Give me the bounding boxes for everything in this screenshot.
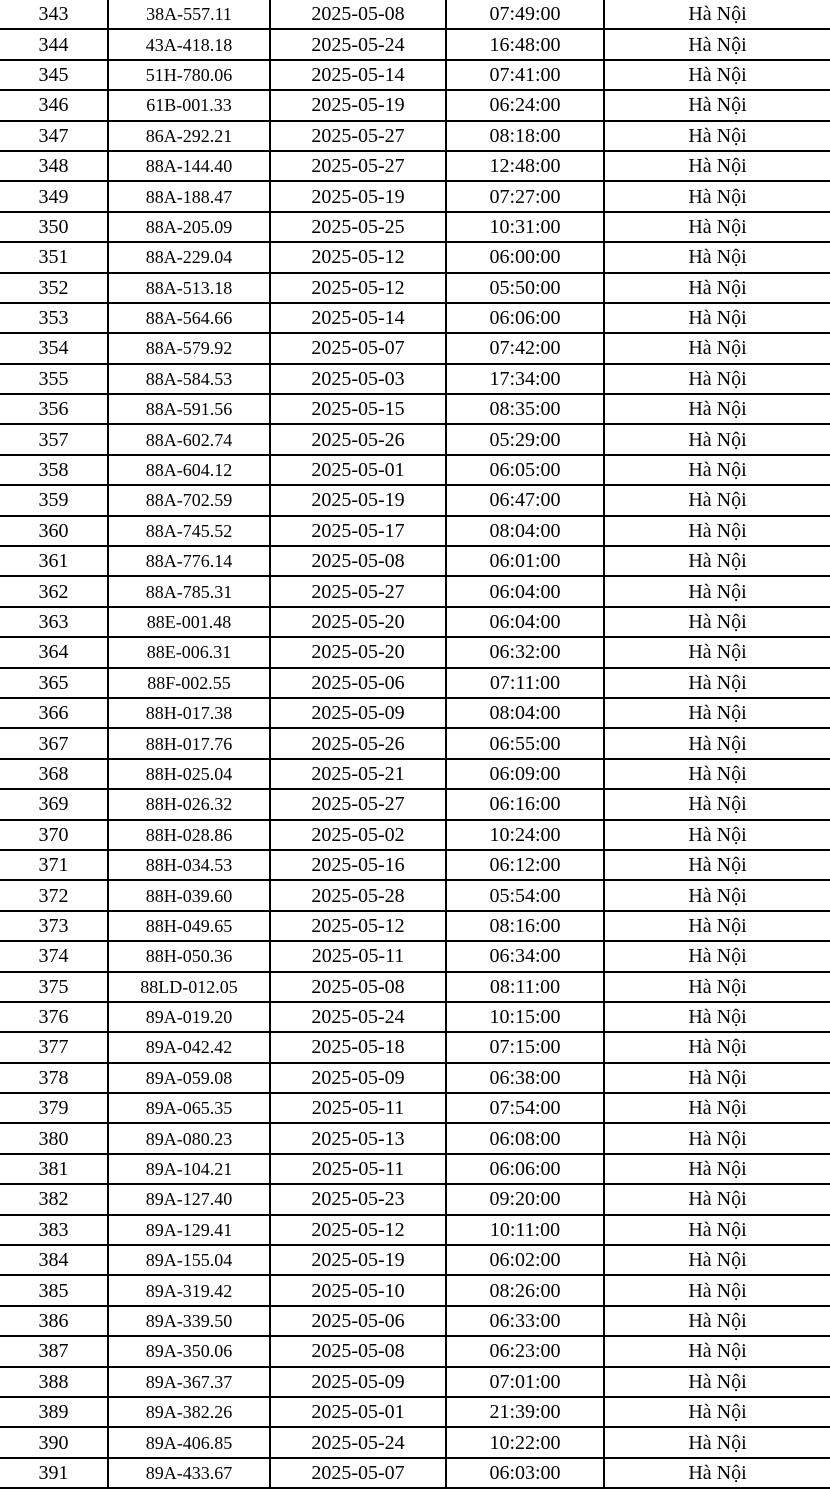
license-plate-cell: 89A-104.21 xyxy=(108,1154,270,1184)
table-row xyxy=(0,212,830,242)
license-plate-cell: 89A-042.42 xyxy=(108,1032,270,1062)
time-cell: 08:11:00 xyxy=(446,972,604,1002)
table-row xyxy=(0,0,830,29)
location-cell: Hà Nội xyxy=(604,850,830,880)
row-number-cell: 376 xyxy=(0,1002,108,1032)
row-number-cell: 387 xyxy=(0,1336,108,1366)
date-cell: 2025-05-14 xyxy=(270,303,446,333)
date-cell: 2025-05-07 xyxy=(270,333,446,363)
row-number-cell: 352 xyxy=(0,273,108,303)
location-cell: Hà Nội xyxy=(604,303,830,333)
location-cell: Hà Nội xyxy=(604,880,830,910)
license-plate-cell: 89A-350.06 xyxy=(108,1336,270,1366)
location-cell: Hà Nội xyxy=(604,212,830,242)
table-row xyxy=(0,394,830,424)
date-cell: 2025-05-15 xyxy=(270,394,446,424)
location-cell: Hà Nội xyxy=(604,1215,830,1245)
row-number-cell: 371 xyxy=(0,850,108,880)
date-cell: 2025-05-08 xyxy=(270,546,446,576)
location-cell: Hà Nội xyxy=(604,242,830,272)
row-number-cell: 378 xyxy=(0,1063,108,1093)
row-number-cell: 381 xyxy=(0,1154,108,1184)
location-cell: Hà Nội xyxy=(604,121,830,151)
license-plate-cell: 89A-319.42 xyxy=(108,1275,270,1305)
license-plate-cell: 88A-205.09 xyxy=(108,212,270,242)
location-cell: Hà Nội xyxy=(604,485,830,515)
table-row xyxy=(0,1032,830,1062)
license-plate-cell: 88A-785.31 xyxy=(108,576,270,606)
table-row xyxy=(0,1336,830,1366)
license-plate-cell: 89A-367.37 xyxy=(108,1367,270,1397)
row-number-cell: 358 xyxy=(0,455,108,485)
table-row xyxy=(0,1427,830,1457)
date-cell: 2025-05-09 xyxy=(270,698,446,728)
date-cell: 2025-05-01 xyxy=(270,1397,446,1427)
table-row xyxy=(0,972,830,1002)
row-number-cell: 351 xyxy=(0,242,108,272)
license-plate-cell: 89A-339.50 xyxy=(108,1306,270,1336)
table-row xyxy=(0,273,830,303)
time-cell: 06:33:00 xyxy=(446,1306,604,1336)
table-row xyxy=(0,1458,830,1488)
table-row xyxy=(0,698,830,728)
time-cell: 06:01:00 xyxy=(446,546,604,576)
location-cell: Hà Nội xyxy=(604,668,830,698)
table-row xyxy=(0,1245,830,1275)
time-cell: 08:18:00 xyxy=(446,121,604,151)
table-row xyxy=(0,1123,830,1153)
time-cell: 06:55:00 xyxy=(446,728,604,758)
time-cell: 17:34:00 xyxy=(446,364,604,394)
license-plate-cell: 88H-017.38 xyxy=(108,698,270,728)
location-cell: Hà Nội xyxy=(604,1123,830,1153)
row-number-cell: 389 xyxy=(0,1397,108,1427)
time-cell: 10:15:00 xyxy=(446,1002,604,1032)
location-cell: Hà Nội xyxy=(604,273,830,303)
row-number-cell: 347 xyxy=(0,121,108,151)
table-row xyxy=(0,607,830,637)
row-number-cell: 370 xyxy=(0,820,108,850)
row-number-cell: 384 xyxy=(0,1245,108,1275)
date-cell: 2025-05-24 xyxy=(270,1002,446,1032)
table-row xyxy=(0,242,830,272)
row-number-cell: 355 xyxy=(0,364,108,394)
time-cell: 07:01:00 xyxy=(446,1367,604,1397)
time-cell: 06:12:00 xyxy=(446,850,604,880)
time-cell: 07:11:00 xyxy=(446,668,604,698)
license-plate-cell: 88E-006.31 xyxy=(108,637,270,667)
table-row xyxy=(0,181,830,211)
date-cell: 2025-05-08 xyxy=(270,972,446,1002)
date-cell: 2025-05-27 xyxy=(270,576,446,606)
time-cell: 07:15:00 xyxy=(446,1032,604,1062)
time-cell: 06:34:00 xyxy=(446,941,604,971)
row-number-cell: 349 xyxy=(0,181,108,211)
time-cell: 06:16:00 xyxy=(446,789,604,819)
date-cell: 2025-05-11 xyxy=(270,1093,446,1123)
location-cell: Hà Nội xyxy=(604,60,830,90)
time-cell: 10:11:00 xyxy=(446,1215,604,1245)
time-cell: 06:47:00 xyxy=(446,485,604,515)
table-row xyxy=(0,637,830,667)
time-cell: 07:49:00 xyxy=(446,0,604,29)
date-cell: 2025-05-19 xyxy=(270,1245,446,1275)
row-number-cell: 379 xyxy=(0,1093,108,1123)
row-number-cell: 366 xyxy=(0,698,108,728)
time-cell: 10:31:00 xyxy=(446,212,604,242)
time-cell: 06:06:00 xyxy=(446,303,604,333)
location-cell: Hà Nội xyxy=(604,972,830,1002)
license-plate-cell: 89A-433.67 xyxy=(108,1458,270,1488)
date-cell: 2025-05-27 xyxy=(270,789,446,819)
row-number-cell: 344 xyxy=(0,29,108,59)
location-cell: Hà Nội xyxy=(604,1184,830,1214)
location-cell: Hà Nội xyxy=(604,90,830,120)
license-plate-cell: 88A-604.12 xyxy=(108,455,270,485)
table-row xyxy=(0,1184,830,1214)
location-cell: Hà Nội xyxy=(604,1002,830,1032)
location-cell: Hà Nội xyxy=(604,698,830,728)
row-number-cell: 365 xyxy=(0,668,108,698)
table-row xyxy=(0,1093,830,1123)
time-cell: 05:50:00 xyxy=(446,273,604,303)
license-plate-cell: 88H-025.04 xyxy=(108,759,270,789)
table-row xyxy=(0,424,830,454)
table-row xyxy=(0,364,830,394)
location-cell: Hà Nội xyxy=(604,607,830,637)
row-number-cell: 357 xyxy=(0,424,108,454)
date-cell: 2025-05-19 xyxy=(270,90,446,120)
date-cell: 2025-05-07 xyxy=(270,1458,446,1488)
table-row xyxy=(0,911,830,941)
row-number-cell: 383 xyxy=(0,1215,108,1245)
license-plate-cell: 61B-001.33 xyxy=(108,90,270,120)
time-cell: 06:38:00 xyxy=(446,1063,604,1093)
location-cell: Hà Nội xyxy=(604,364,830,394)
date-cell: 2025-05-20 xyxy=(270,637,446,667)
location-cell: Hà Nội xyxy=(604,1306,830,1336)
time-cell: 06:08:00 xyxy=(446,1123,604,1153)
location-cell: Hà Nội xyxy=(604,455,830,485)
time-cell: 06:02:00 xyxy=(446,1245,604,1275)
location-cell: Hà Nội xyxy=(604,759,830,789)
row-number-cell: 353 xyxy=(0,303,108,333)
license-plate-cell: 38A-557.11 xyxy=(108,0,270,29)
date-cell: 2025-05-12 xyxy=(270,911,446,941)
time-cell: 06:04:00 xyxy=(446,607,604,637)
license-plate-cell: 88H-026.32 xyxy=(108,789,270,819)
license-plate-cell: 88A-584.53 xyxy=(108,364,270,394)
location-cell: Hà Nội xyxy=(604,789,830,819)
table-row xyxy=(0,759,830,789)
date-cell: 2025-05-23 xyxy=(270,1184,446,1214)
location-cell: Hà Nội xyxy=(604,941,830,971)
time-cell: 08:26:00 xyxy=(446,1275,604,1305)
date-cell: 2025-05-19 xyxy=(270,485,446,515)
license-plate-cell: 89A-129.41 xyxy=(108,1215,270,1245)
time-cell: 10:22:00 xyxy=(446,1427,604,1457)
location-cell: Hà Nội xyxy=(604,637,830,667)
date-cell: 2025-05-06 xyxy=(270,1306,446,1336)
time-cell: 07:42:00 xyxy=(446,333,604,363)
row-number-cell: 382 xyxy=(0,1184,108,1214)
location-cell: Hà Nội xyxy=(604,1336,830,1366)
row-number-cell: 385 xyxy=(0,1275,108,1305)
time-cell: 06:32:00 xyxy=(446,637,604,667)
license-plate-cell: 88A-144.40 xyxy=(108,151,270,181)
date-cell: 2025-05-27 xyxy=(270,121,446,151)
table-row xyxy=(0,151,830,181)
time-cell: 06:04:00 xyxy=(446,576,604,606)
row-number-cell: 391 xyxy=(0,1458,108,1488)
row-number-cell: 356 xyxy=(0,394,108,424)
time-cell: 10:24:00 xyxy=(446,820,604,850)
license-plate-cell: 88A-776.14 xyxy=(108,546,270,576)
date-cell: 2025-05-10 xyxy=(270,1275,446,1305)
date-cell: 2025-05-12 xyxy=(270,273,446,303)
table-row xyxy=(0,789,830,819)
time-cell: 05:29:00 xyxy=(446,424,604,454)
time-cell: 06:06:00 xyxy=(446,1154,604,1184)
license-plate-cell: 88H-034.53 xyxy=(108,850,270,880)
time-cell: 06:05:00 xyxy=(446,455,604,485)
license-plate-cell: 88E-001.48 xyxy=(108,607,270,637)
license-plate-cell: 88H-028.86 xyxy=(108,820,270,850)
location-cell: Hà Nội xyxy=(604,1245,830,1275)
row-number-cell: 374 xyxy=(0,941,108,971)
license-plate-cell: 89A-080.23 xyxy=(108,1123,270,1153)
location-cell: Hà Nội xyxy=(604,0,830,29)
row-number-cell: 369 xyxy=(0,789,108,819)
table-row xyxy=(0,1397,830,1427)
location-cell: Hà Nội xyxy=(604,333,830,363)
time-cell: 08:16:00 xyxy=(446,911,604,941)
location-cell: Hà Nội xyxy=(604,546,830,576)
license-plate-cell: 88A-229.04 xyxy=(108,242,270,272)
table-row xyxy=(0,1154,830,1184)
row-number-cell: 354 xyxy=(0,333,108,363)
row-number-cell: 390 xyxy=(0,1427,108,1457)
license-plate-cell: 88H-050.36 xyxy=(108,941,270,971)
row-number-cell: 363 xyxy=(0,607,108,637)
location-cell: Hà Nội xyxy=(604,911,830,941)
date-cell: 2025-05-21 xyxy=(270,759,446,789)
row-number-cell: 348 xyxy=(0,151,108,181)
table-row xyxy=(0,29,830,59)
license-plate-cell: 88A-702.59 xyxy=(108,485,270,515)
table-row xyxy=(0,121,830,151)
date-cell: 2025-05-20 xyxy=(270,607,446,637)
license-plate-cell: 88A-591.56 xyxy=(108,394,270,424)
time-cell: 06:24:00 xyxy=(446,90,604,120)
row-number-cell: 372 xyxy=(0,880,108,910)
row-number-cell: 367 xyxy=(0,728,108,758)
time-cell: 05:54:00 xyxy=(446,880,604,910)
row-number-cell: 346 xyxy=(0,90,108,120)
table-row xyxy=(0,668,830,698)
license-plate-cell: 88A-579.92 xyxy=(108,333,270,363)
date-cell: 2025-05-27 xyxy=(270,151,446,181)
time-cell: 21:39:00 xyxy=(446,1397,604,1427)
location-cell: Hà Nội xyxy=(604,1093,830,1123)
date-cell: 2025-05-11 xyxy=(270,941,446,971)
time-cell: 06:23:00 xyxy=(446,1336,604,1366)
location-cell: Hà Nội xyxy=(604,1063,830,1093)
table-row xyxy=(0,485,830,515)
license-plate-cell: 88A-513.18 xyxy=(108,273,270,303)
date-cell: 2025-05-12 xyxy=(270,1215,446,1245)
location-cell: Hà Nội xyxy=(604,1367,830,1397)
date-cell: 2025-05-25 xyxy=(270,212,446,242)
time-cell: 07:41:00 xyxy=(446,60,604,90)
date-cell: 2025-05-09 xyxy=(270,1063,446,1093)
time-cell: 07:54:00 xyxy=(446,1093,604,1123)
row-number-cell: 380 xyxy=(0,1123,108,1153)
time-cell: 08:04:00 xyxy=(446,698,604,728)
row-number-cell: 343 xyxy=(0,0,108,29)
date-cell: 2025-05-08 xyxy=(270,1336,446,1366)
row-number-cell: 364 xyxy=(0,637,108,667)
table-row xyxy=(0,941,830,971)
time-cell: 06:03:00 xyxy=(446,1458,604,1488)
table-row xyxy=(0,90,830,120)
location-cell: Hà Nội xyxy=(604,820,830,850)
location-cell: Hà Nội xyxy=(604,424,830,454)
row-number-cell: 345 xyxy=(0,60,108,90)
table-row xyxy=(0,880,830,910)
date-cell: 2025-05-09 xyxy=(270,1367,446,1397)
date-cell: 2025-05-18 xyxy=(270,1032,446,1062)
table-row xyxy=(0,1215,830,1245)
date-cell: 2025-05-26 xyxy=(270,424,446,454)
row-number-cell: 362 xyxy=(0,576,108,606)
date-cell: 2025-05-24 xyxy=(270,1427,446,1457)
location-cell: Hà Nội xyxy=(604,516,830,546)
license-plate-cell: 88A-745.52 xyxy=(108,516,270,546)
row-number-cell: 388 xyxy=(0,1367,108,1397)
row-number-cell: 350 xyxy=(0,212,108,242)
date-cell: 2025-05-14 xyxy=(270,60,446,90)
date-cell: 2025-05-12 xyxy=(270,242,446,272)
row-number-cell: 359 xyxy=(0,485,108,515)
date-cell: 2025-05-13 xyxy=(270,1123,446,1153)
license-plate-cell: 88H-049.65 xyxy=(108,911,270,941)
location-cell: Hà Nội xyxy=(604,1427,830,1457)
license-plate-cell: 89A-406.85 xyxy=(108,1427,270,1457)
time-cell: 07:27:00 xyxy=(446,181,604,211)
table-row xyxy=(0,1063,830,1093)
license-plate-cell: 89A-155.04 xyxy=(108,1245,270,1275)
table-row xyxy=(0,1367,830,1397)
location-cell: Hà Nội xyxy=(604,1032,830,1062)
table-row xyxy=(0,60,830,90)
table-row xyxy=(0,455,830,485)
license-plate-cell: 88A-602.74 xyxy=(108,424,270,454)
row-number-cell: 386 xyxy=(0,1306,108,1336)
date-cell: 2025-05-16 xyxy=(270,850,446,880)
time-cell: 16:48:00 xyxy=(446,29,604,59)
license-plate-cell: 89A-382.26 xyxy=(108,1397,270,1427)
date-cell: 2025-05-06 xyxy=(270,668,446,698)
date-cell: 2025-05-03 xyxy=(270,364,446,394)
date-cell: 2025-05-01 xyxy=(270,455,446,485)
license-plate-cell: 88A-188.47 xyxy=(108,181,270,211)
license-plate-cell: 43A-418.18 xyxy=(108,29,270,59)
location-cell: Hà Nội xyxy=(604,394,830,424)
row-number-cell: 375 xyxy=(0,972,108,1002)
table-row xyxy=(0,576,830,606)
table-row xyxy=(0,820,830,850)
license-plate-cell: 51H-780.06 xyxy=(108,60,270,90)
location-cell: Hà Nội xyxy=(604,576,830,606)
table-row xyxy=(0,850,830,880)
time-cell: 06:00:00 xyxy=(446,242,604,272)
license-plate-cell: 88F-002.55 xyxy=(108,668,270,698)
date-cell: 2025-05-17 xyxy=(270,516,446,546)
license-plate-cell: 88A-564.66 xyxy=(108,303,270,333)
date-cell: 2025-05-24 xyxy=(270,29,446,59)
date-cell: 2025-05-26 xyxy=(270,728,446,758)
date-cell: 2025-05-08 xyxy=(270,0,446,29)
location-cell: Hà Nội xyxy=(604,1275,830,1305)
date-cell: 2025-05-11 xyxy=(270,1154,446,1184)
row-number-cell: 373 xyxy=(0,911,108,941)
time-cell: 06:09:00 xyxy=(446,759,604,789)
table-row xyxy=(0,1002,830,1032)
row-number-cell: 368 xyxy=(0,759,108,789)
date-cell: 2025-05-19 xyxy=(270,181,446,211)
time-cell: 12:48:00 xyxy=(446,151,604,181)
table-row xyxy=(0,1306,830,1336)
table-row xyxy=(0,333,830,363)
license-plate-cell: 86A-292.21 xyxy=(108,121,270,151)
license-plate-cell: 88H-017.76 xyxy=(108,728,270,758)
table-row xyxy=(0,303,830,333)
date-cell: 2025-05-28 xyxy=(270,880,446,910)
license-plate-cell: 89A-065.35 xyxy=(108,1093,270,1123)
row-number-cell: 360 xyxy=(0,516,108,546)
table-row xyxy=(0,546,830,576)
time-cell: 08:35:00 xyxy=(446,394,604,424)
location-cell: Hà Nội xyxy=(604,1458,830,1488)
license-plate-cell: 89A-059.08 xyxy=(108,1063,270,1093)
location-cell: Hà Nội xyxy=(604,1154,830,1184)
license-plate-cell: 88LD-012.05 xyxy=(108,972,270,1002)
row-number-cell: 377 xyxy=(0,1032,108,1062)
license-plate-cell: 89A-019.20 xyxy=(108,1002,270,1032)
time-cell: 09:20:00 xyxy=(446,1184,604,1214)
date-cell: 2025-05-02 xyxy=(270,820,446,850)
location-cell: Hà Nội xyxy=(604,1397,830,1427)
location-cell: Hà Nội xyxy=(604,728,830,758)
location-cell: Hà Nội xyxy=(604,151,830,181)
location-cell: Hà Nội xyxy=(604,181,830,211)
license-plate-cell: 88H-039.60 xyxy=(108,880,270,910)
row-number-cell: 361 xyxy=(0,546,108,576)
time-cell: 08:04:00 xyxy=(446,516,604,546)
table-row xyxy=(0,1275,830,1305)
table-row xyxy=(0,516,830,546)
location-cell: Hà Nội xyxy=(604,29,830,59)
license-plate-cell: 89A-127.40 xyxy=(108,1184,270,1214)
table-row xyxy=(0,728,830,758)
